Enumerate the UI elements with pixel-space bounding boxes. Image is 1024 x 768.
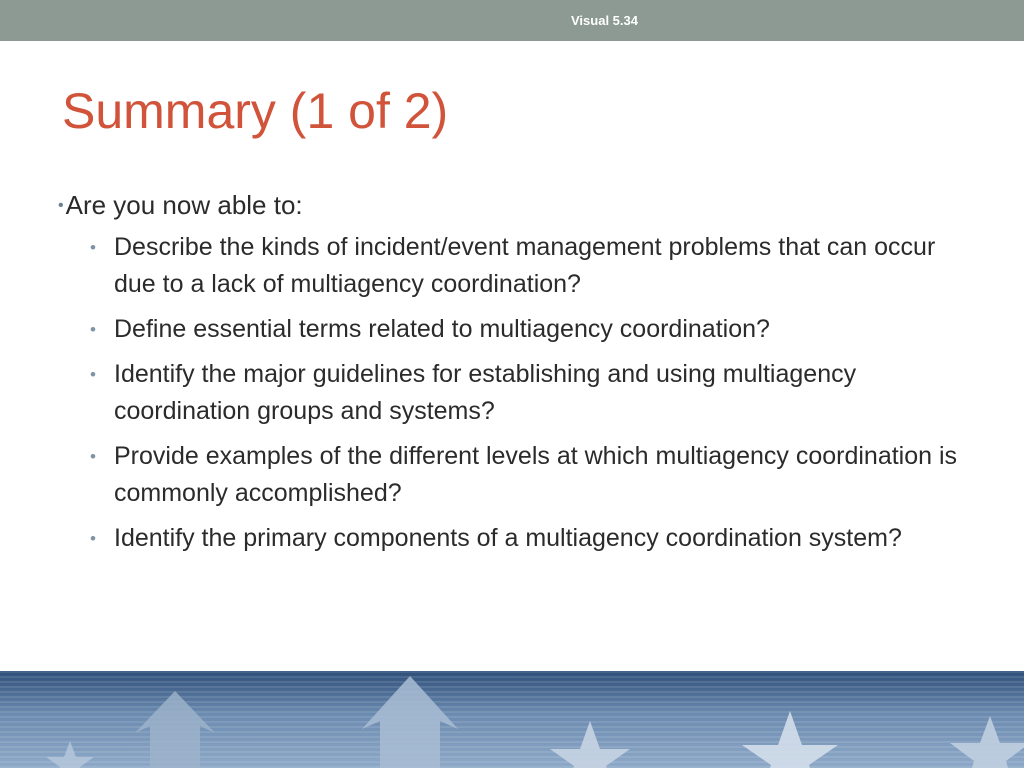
list-item xyxy=(58,229,978,303)
bullet-icon: • xyxy=(90,529,96,548)
list-item xyxy=(58,520,978,557)
slide-content xyxy=(58,190,978,565)
star-shape xyxy=(46,741,94,768)
star-shape xyxy=(950,716,1024,768)
list-item-text: Describe the kinds of incident/event management problems that can occur due to a lack of multiagency coordination? xyxy=(114,233,936,298)
top-bar xyxy=(0,0,1024,41)
list-item xyxy=(58,438,978,512)
star-shape xyxy=(550,721,630,768)
bullet-icon: • xyxy=(58,197,64,214)
list-item-text: Identify the major guidelines for establishing and using multiagency coordination groups and systems? xyxy=(114,360,857,425)
list-item-text: Identify the primary components of a multiagency coordination system? xyxy=(114,524,902,552)
list-item-text: Provide examples of the different levels at which multiagency coordination is commonly accomplished? xyxy=(114,442,958,507)
footer-banner xyxy=(0,671,1024,768)
star-pattern xyxy=(0,671,1024,768)
summary-list xyxy=(58,229,978,557)
slide-title: Summary (1 of 2) xyxy=(62,83,449,139)
bullet-icon: • xyxy=(90,365,96,384)
intro-text: Are you now able to: xyxy=(65,190,303,220)
arrow-shape xyxy=(362,676,458,768)
list-item xyxy=(58,311,978,348)
visual-number-label: Visual 5.34 xyxy=(571,13,638,28)
bullet-icon: • xyxy=(90,320,96,339)
intro-bullet xyxy=(58,190,978,221)
list-item-text: Define essential terms related to multiagency coordination? xyxy=(114,315,770,343)
list-item xyxy=(58,356,978,430)
bullet-icon: • xyxy=(90,238,96,257)
arrow-shape xyxy=(135,691,215,768)
star-shape xyxy=(742,711,838,768)
bullet-icon: • xyxy=(90,447,96,466)
